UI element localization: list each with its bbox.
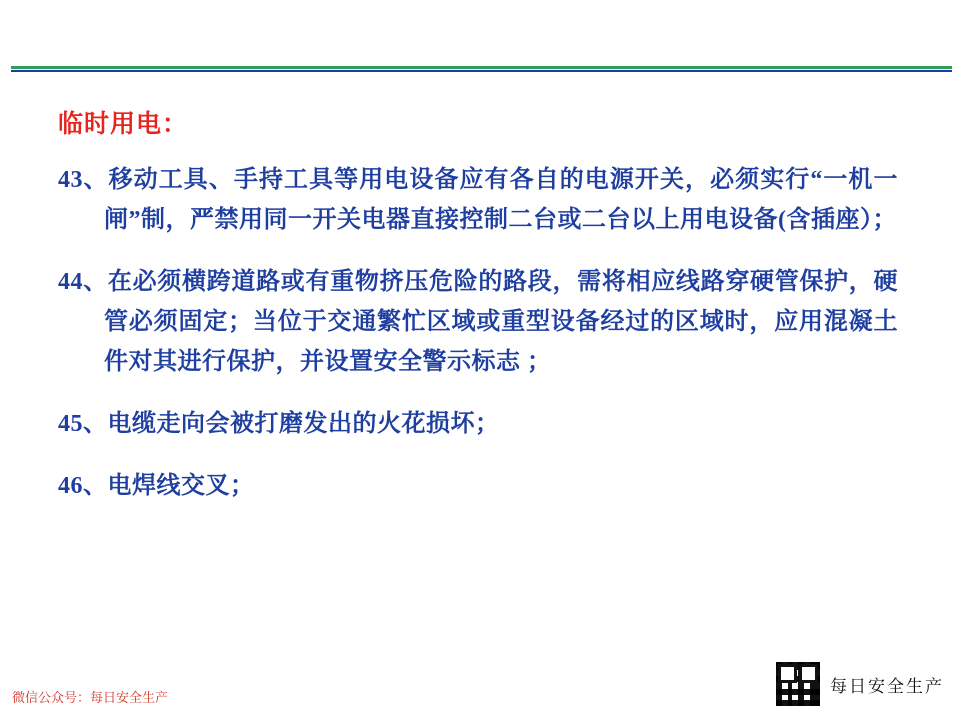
content-paragraph-46: 46、电焊线交叉；: [58, 473, 255, 499]
left-margin-bar: [8, 66, 11, 686]
content-body: [58, 160, 898, 528]
top-green-rule: [8, 66, 952, 69]
section-heading: 临时用电：: [58, 111, 189, 138]
content-paragraph-45: 45、电缆走向会被打磨发出的火花损坏；: [58, 411, 500, 437]
content-paragraph-44: 44、在必须横跨道路或有重物挤压危险的路段，需将相应线路穿硬管保护，硬管必须固定；当位于交通繁忙区域或重型设备经过的区域时，应用混凝土件对其进行保护，并设置安全警示标志 ；: [58, 269, 898, 375]
top-blue-rule: [8, 70, 952, 72]
qr-code-icon: [776, 662, 820, 706]
content-paragraph-43: 43、移动工具、手持工具等用电设备应有各自的电源开关，必须实行“一机一闸”制，严禁用同一开关电器直接控制二台或二台以上用电设备(含插座）；: [58, 167, 898, 233]
qr-block: [776, 662, 944, 706]
qr-label: 每日安全生产: [830, 676, 944, 696]
watermark-note: 微信公众号：每日安全生产: [12, 690, 169, 705]
